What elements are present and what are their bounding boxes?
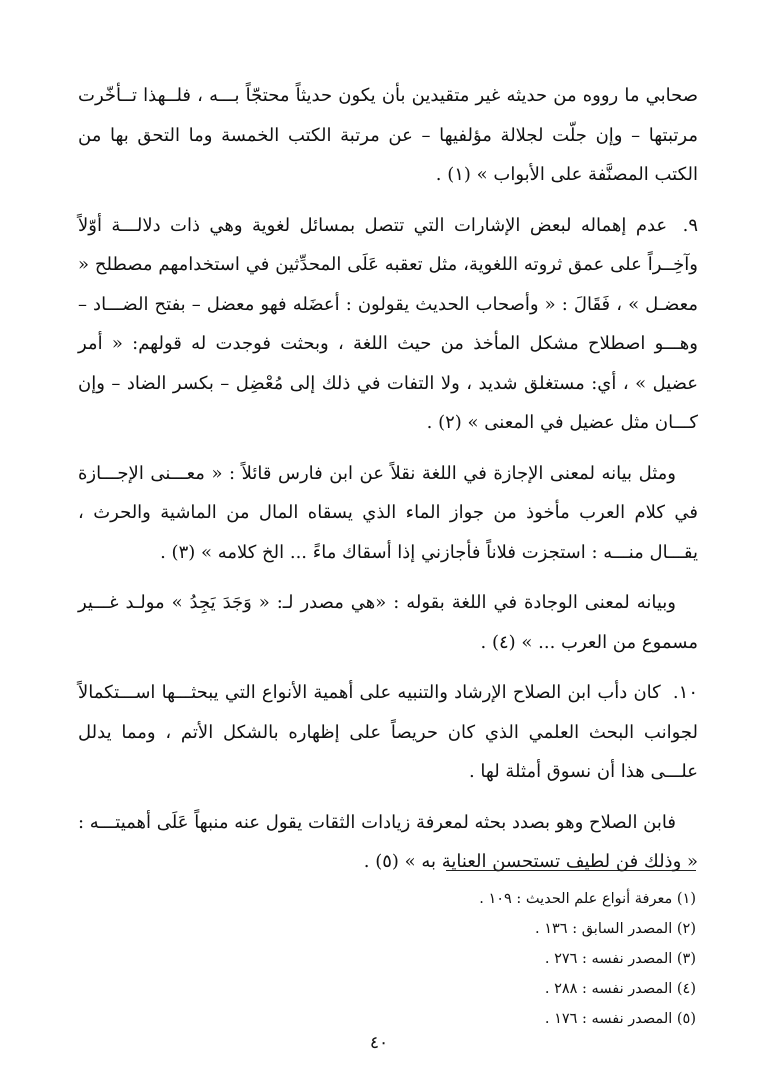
list-item-text: عدم إهماله لبعض الإشارات التي تتصل بمسائل لغوية وهي ذات دلالـــة أوّلاً وآخِــراً على عمق ثروته اللغوية، مثل تعقبه عَلَى المحدِّثين في استخدامهم مصطلح « معضـل » ، فَقَالَ : « وأصحاب الحديث يقولون : أعضَله فهو معضل – بفتح الضـــاد – وهـــو اصطلاح مشكل المأخذ من حيث اللغة ، وبحثت فوجدت له قولهم: « أمر عضيل » ، أي: مستغلق شديد ، ولا التفات في ذلك إلى مُعْضِل – بكسر الضاد – وإن كـــان مثل عضيل في المعنى » (٢) . <box>78 214 698 433</box>
list-item-10 <box>78 673 698 792</box>
footnote-4: (٤) المصدر نفسه : ٢٨٨ . <box>544 981 696 997</box>
page-number: ٤٠ <box>369 1033 389 1053</box>
paragraph-wijada: وبيانه لمعنى الوجادة في اللغة بقوله : «هي مصدر لـ: « وَجَدَ يَجِدُ » مولـد غـــير مسموع من العرب ... » (٤) . <box>78 592 698 653</box>
paragraph-continuation: صحابي ما رووه من حديثه غير متقيدين بأن يكون حديثاً محتجّاً بـــه ، فلــهذا تــأخّرت مرتبتها – وإن جلّت لجلالة مؤلفيها – عن مرتبة الكتب الخمسة وما التحق بها من الكتب المصنَّفة على الأبواب » (١) . <box>78 85 698 185</box>
list-item-9 <box>78 206 698 443</box>
footnote-3: (٣) المصدر نفسه : ٢٧٦ . <box>544 951 696 967</box>
footnote-1: (١) معرفة أنواع علم الحديث : ١٠٩ . <box>479 891 696 907</box>
list-item-text: كان دأب ابن الصلاح الإرشاد والتنبيه على أهمية الأنواع التي يبحثـــها اســـتكمالاً لجوانب البحث العلمي الذي كان حريصاً على إظهاره بالشكل الأتم ، ومما يدلل علـــى هذا أن نسوق أمثلة لها . <box>78 682 698 782</box>
paragraph-ijaza: ومثل بيانه لمعنى الإجازة في اللغة نقلاً عن ابن فارس قائلاً : « معـــنى الإجـــازة في كلام العرب مأخوذ من جواز الماء الذي يسقاه المال من الماشية والحرث ، يقـــال منـــه : استجزت فلاناً فأجازني إذا أسقاك ماءً ... الخ كلامه » (٣) . <box>78 462 698 563</box>
list-item-number: ١٠. <box>672 682 698 703</box>
main-text <box>78 76 698 893</box>
list-item-number: ٩. <box>682 214 698 236</box>
footnote-2: (٢) المصدر السابق : ١٣٦ . <box>535 921 696 937</box>
footnotes <box>96 884 696 1034</box>
footnote-separator <box>446 870 696 871</box>
paragraph-ziyadat: فابن الصلاح وهو بصدد بحثه لمعرفة زيادات الثقات يقول عنه منبهاً عَلَى أهميتـــه : « وذلك فن لطيف تستحسن العناية به » (٥) . <box>78 811 698 872</box>
footnote-5: (٥) المصدر نفسه : ١٧٦ . <box>544 1011 696 1027</box>
